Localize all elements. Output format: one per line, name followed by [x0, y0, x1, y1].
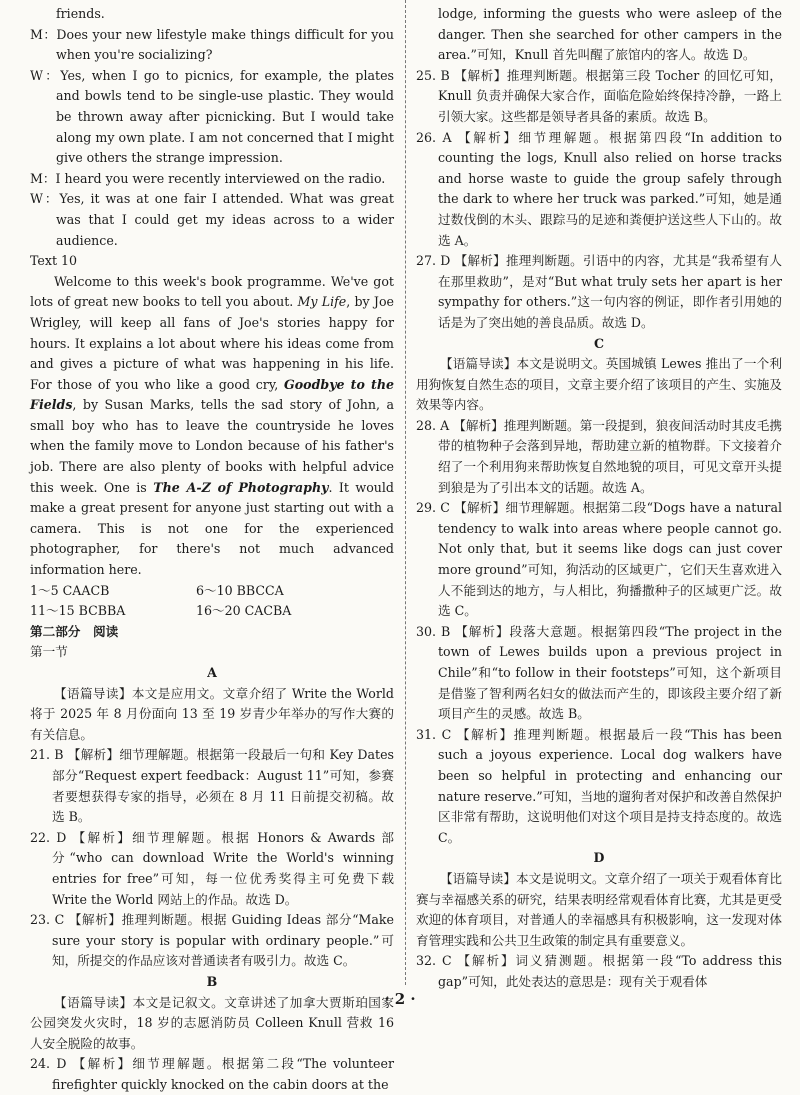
dialogue-line: W：Yes, when I go to picnics, for example, the plates and bowls tend to be single-use plastic. They would be thrown away after picnicking. But I would take along my own plate. I am not concerned that I might give others the strange impression.: [30, 67, 394, 166]
answer-explanation: 26. A 【解析】细节理解题。根据第四段“In addition to counting the logs, Knull also relied on horse tracks and horse waste to guide the group safely through the dark to where her truck was parked.”可知，她是通过数伐倒的木头、跟踪马的足迹和粪便护送这些人下山的。故选 A。: [416, 129, 782, 248]
answer-key: 1～5 CAACB: [30, 582, 110, 598]
passage-letter: A: [207, 665, 217, 680]
answer-explanation: 28. A 【解析】推理判断题。第一段提到，狼夜间活动时其皮毛携带的植物种子会落到异地，帮助建立新的植物群。下文接着介绍了一个利用狗来帮助恢复自然地貌的项目，可见文章开头提到狼是为了引出本文的话题。故选 A。: [416, 417, 782, 495]
answer-key-row: [30, 581, 394, 602]
answer-explanation: 21. B 【解析】细节理解题。根据第一段最后一句和 Key Dates 部分“Request expert feedback：August 11”可知，参赛者要想获得专家的指导，必须在 8 月 11 日前提交初稿。故选 B。: [30, 747, 394, 825]
answer-explanation: 22. D 【解析】细节理解题。根据 Honors & Awards 部分“who can download Write the World's winning entries for free”可知，每一位优秀奖得主可免费下载 Write the World 网站上的作品。故选 D。: [30, 829, 394, 907]
answer-explanation: lodge, informing the guests who were asleep of the danger. Then she searched for other campers in the area.”可知，Knull 首先叫醒了旅馆内的客人。故选 D。: [438, 6, 782, 63]
passage-letter: C: [593, 335, 605, 351]
passage-guide: 【语篇导读】本文是记叙文。文章讲述了加拿大贾斯珀国家公园突发火灾时，18 岁的志愿消防员 Colleen Knull 营救 16 人安全脱险的故事。: [30, 994, 394, 1051]
answer-explanation: 23. C 【解析】推理判断题。根据 Guiding Ideas 部分“Make sure your story is popular with ordinary people.”可知，所提交的作品应该对普通读者有吸引力。故选 C。: [30, 912, 394, 969]
passage-guide: 【语篇导读】本文是说明文。英国城镇 Lewes 推出了一个利用狗恢复自然生态的项目，文章主要介绍了该项目的产生、实施及效果等内容。: [416, 356, 782, 413]
left-column: [30, 4, 394, 1095]
answer-key: 16～20 CACBA: [196, 603, 292, 619]
page-number: · 2 ·: [384, 990, 416, 1008]
answer-explanation: 32. C 【解析】词义猜测题。根据第一段“To address this gap”可知，此处表达的意思是：现有关于观看体: [416, 953, 782, 989]
book-title: The A-Z of Photography: [153, 479, 329, 495]
book-title: Goodbye to the Fields: [30, 376, 394, 413]
right-column: [416, 4, 782, 993]
answer-key: 11～15 BCBBA: [30, 603, 126, 619]
answer-explanation: 27. D 【解析】推理判断题。引语中的内容，尤其是“我希望有人在那里救助”，是对“But what truly sets her apart is her sympathy for others.”这一句内容的例证，即作者引用她的话是为了突出她的善良品质。故选 D。: [416, 253, 782, 330]
passage-guide: 【语篇导读】本文是说明文。文章介绍了一项关于观看体育比赛与幸福感关系的研究，结果表明经常观看体育比赛，尤其是更受欢迎的体育项目，对普通人的幸福感具有积极影响，这一发现对体育管理实践和公共卫生政策的制定具有重要意义。: [416, 870, 782, 948]
passage-letter: D: [593, 850, 605, 866]
answer-explanation: 30. B 【解析】段落大意题。根据第四段“The project in the town of Lewes builds upon a previous project in Chile”和“to follow in their footsteps”可知，这个新项目是借鉴了智利两名妇女的做法而产生的，即该段主要介绍了新项目产生的灵感。故选 B。: [416, 623, 782, 722]
answer-key: 6～10 BBCCA: [196, 582, 284, 598]
dialogue-line: M：I heard you were recently interviewed on the radio.: [30, 170, 386, 186]
answer-explanation: 29. C 【解析】细节理解题。根据第二段“Dogs have a natural tendency to walk into areas where people cannot go. Not only that, but it seems like dogs can just cover more ground”可知，狗活动的区域更广，它们天生喜欢进入人不能到达的地方，与人相比，狗播撒种子的区域更广泛。故选 C。: [416, 500, 782, 619]
answer-explanation: 31. C 【解析】推理判断题。根据最后一段“This has been such a joyous experience. Local dog walkers have been so helpful in protecting and enhancing our nature reserve.”可知，当地的遛狗者对保护和改善自然保护区非常有帮助，这说明他们对这个项目是持支持态度的。故选 C。: [416, 726, 782, 845]
part-heading: 第二部分 阅读: [30, 623, 119, 639]
text10-paragraph: Welcome to this week's book programme. We've got lots of great new books to tell you about. My Life, by Joe Wrigley, will keep all fans of Joe's stories happy for hours. It explains a lot about where his ideas come from and gives a picture of what was happening in his life. For those of you who like a good cry, Goodbye to the Fields, by Susan Marks, tells the sad story of John, a small boy who has to leave the countryside he loves when the family move to London because of his father's job. There are also plenty of books with helpful advice this week. One is The A-Z of Photography. It would make a great present for anyone just starting out with a camera. This is not one for the experienced photographer, for there's not much advanced information here.: [30, 273, 394, 578]
book-title: My Life: [297, 294, 347, 310]
passage-guide: 【语篇导读】本文是应用文。文章介绍了 Write the World 将于 2025 年 8 月份面向 13 至 19 岁青少年举办的写作大赛的有关信息。: [30, 685, 394, 742]
answer-explanation: 25. B 【解析】推理判断题。根据第三段 Tocher 的回忆可知，Knull 负责并确保大家合作，面临危险始终保持冷静，一路上引领大家。这些都是领导者具备的素质。故选 B。: [416, 67, 782, 124]
text10-heading: Text 10: [30, 253, 78, 269]
section-heading: 第一节: [30, 644, 68, 660]
answer-key-row: [30, 601, 394, 622]
passage-letter: B: [206, 973, 218, 989]
dialogue-line: W：Yes, it was at one fair I attended. What was great was that I could get my ideas across to a wider audience.: [30, 191, 394, 248]
column-divider: [405, 0, 406, 985]
answer-explanation: 24. D 【解析】细节理解题。根据第二段“The volunteer firefighter quickly knocked on the cabin doors at the: [30, 1056, 394, 1092]
dialogue-line: friends.: [56, 6, 105, 21]
dialogue-line: M：Does your new lifestyle make things difficult for you when you're socializing?: [30, 26, 394, 63]
